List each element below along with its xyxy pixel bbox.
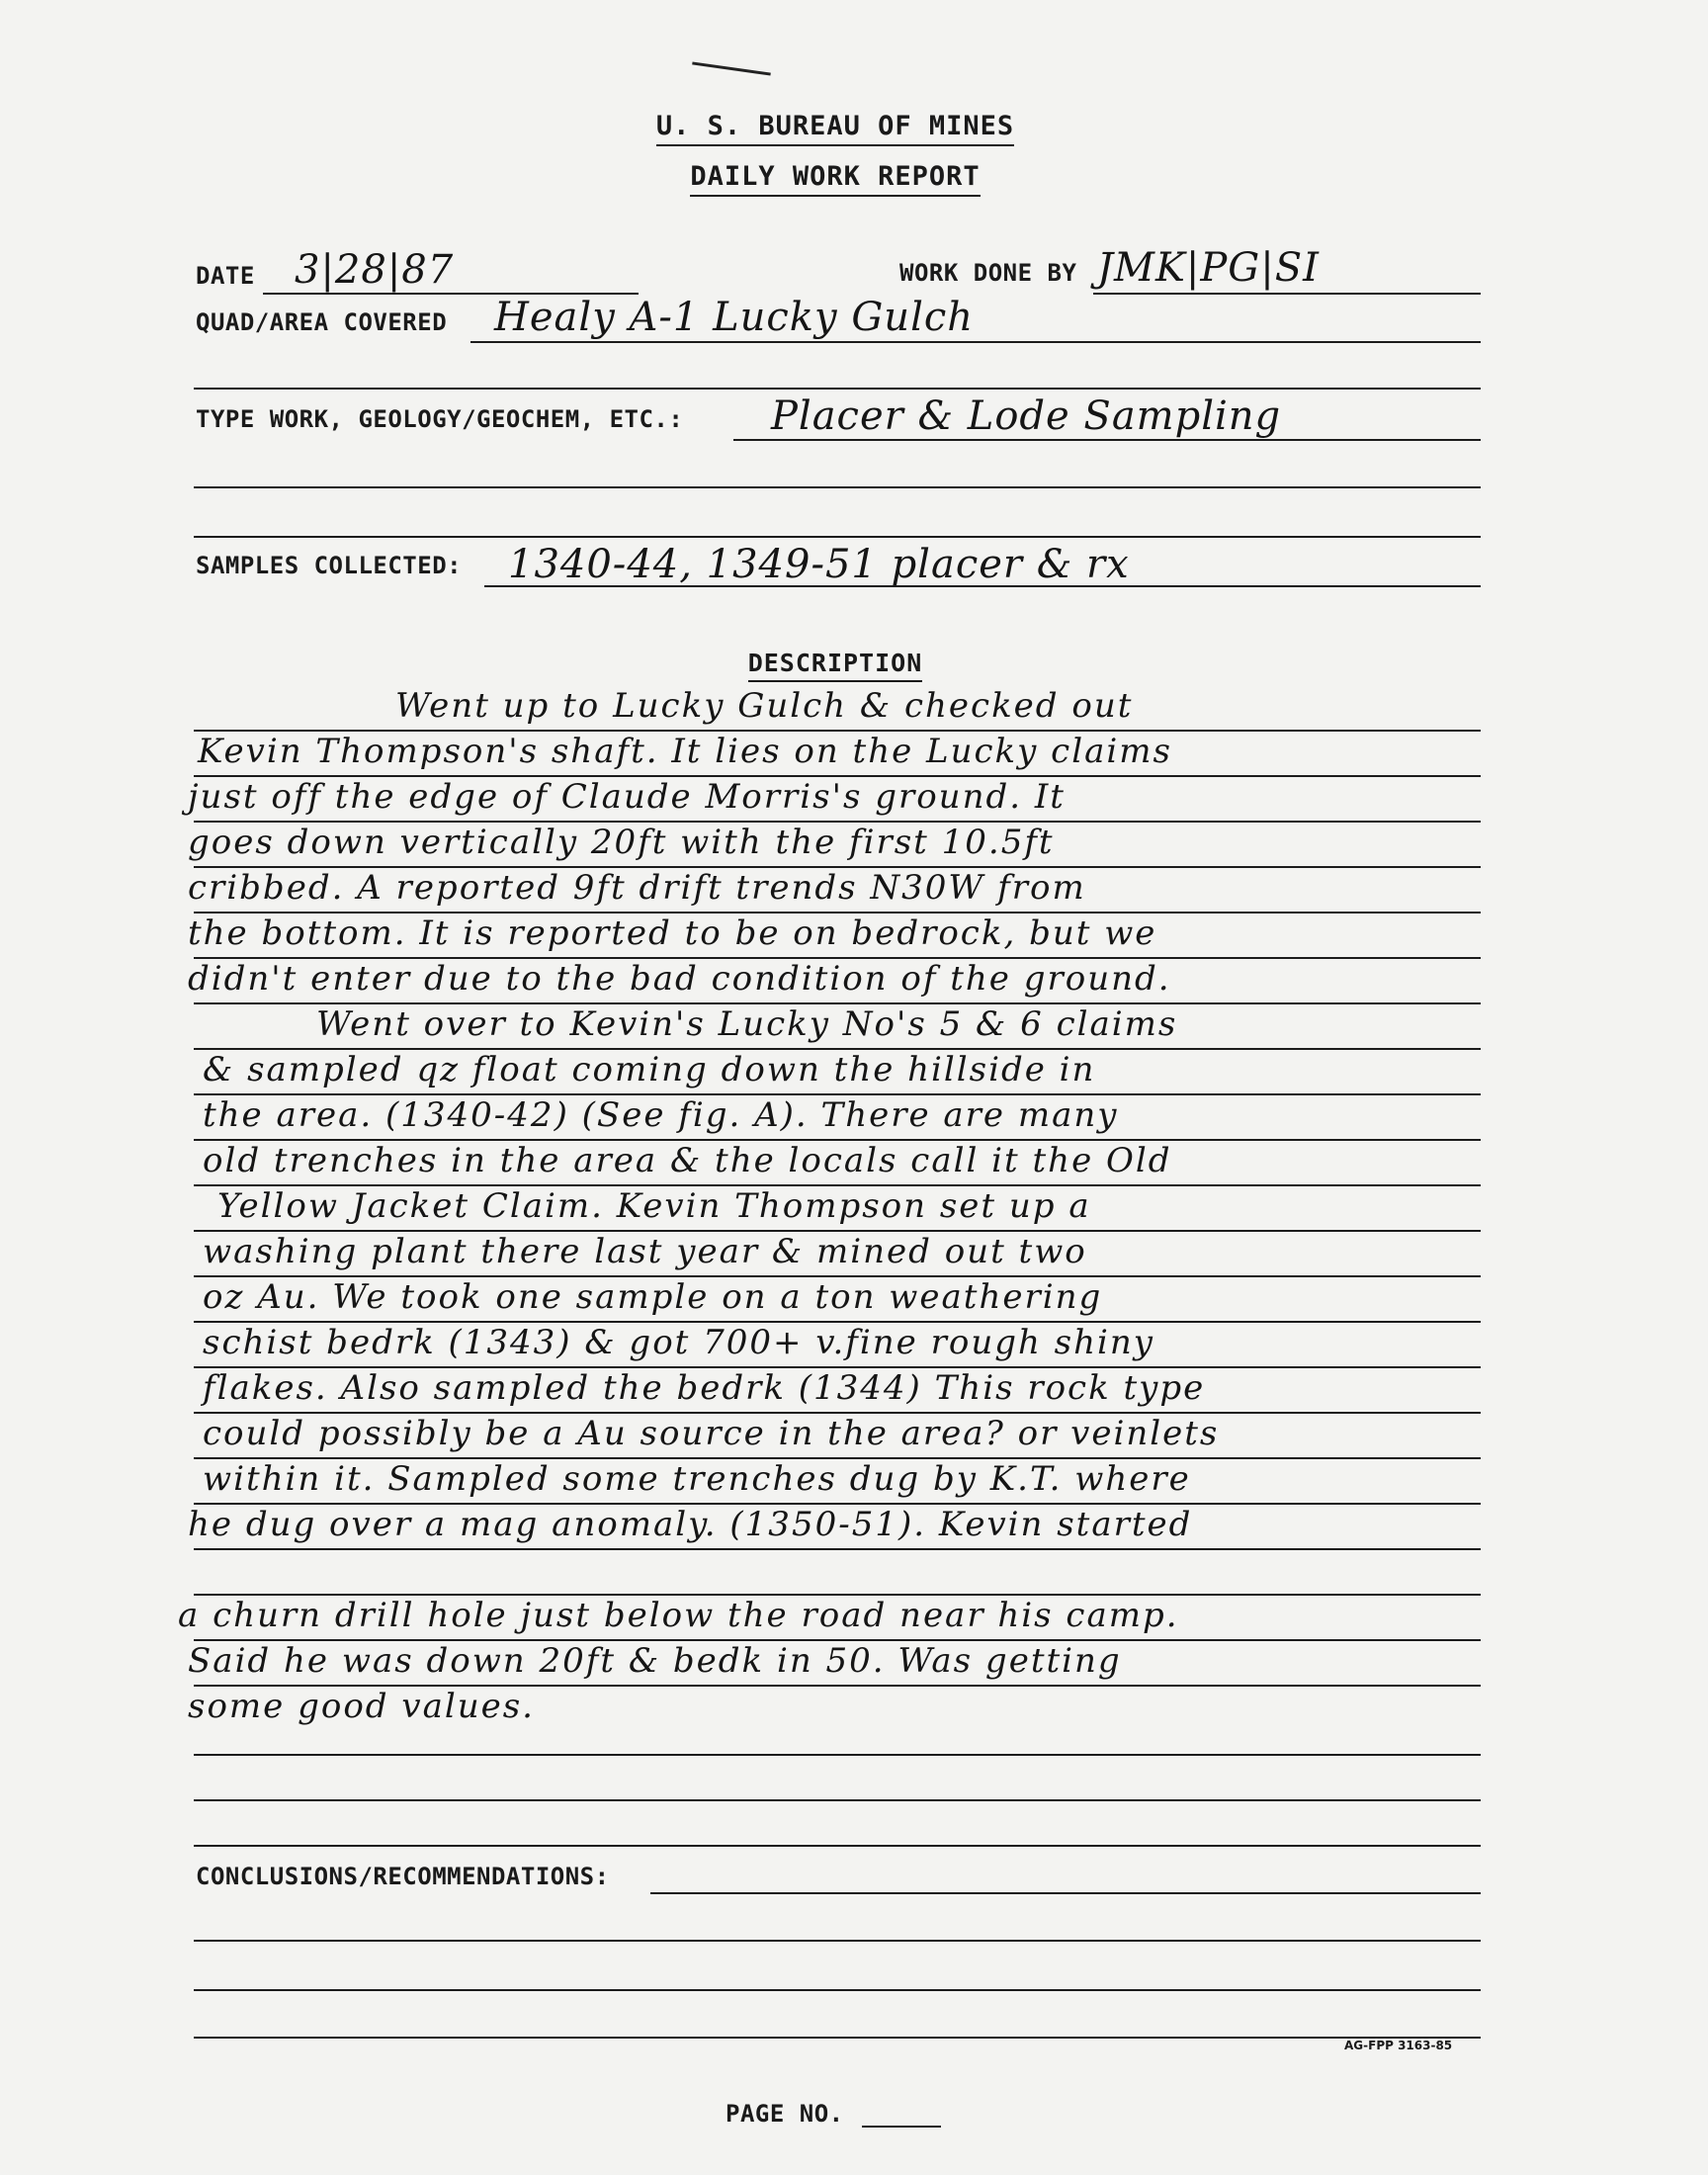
description-line: just off the edge of Claude Morris's ground. It (188, 777, 1066, 817)
type-work-value: Placer & Lode Sampling (771, 393, 1282, 439)
description-line: the bottom. It is reported to be on bedrock, but we (188, 914, 1157, 953)
description-line: Kevin Thompson's shaft. It lies on the Lucky claims (198, 732, 1172, 771)
description-line: & sampled qz float coming down the hillside in (203, 1050, 1096, 1089)
desc-rule (194, 1548, 1481, 1550)
page-no-line (862, 2126, 941, 2128)
description-line: schist bedrk (1343) & got 700+ v.fine rough shiny (203, 1323, 1155, 1362)
page-no-label: PAGE NO. (726, 2100, 844, 2128)
samples-line-1 (484, 585, 1481, 587)
pen-mark (692, 61, 771, 75)
quad-value: Healy A-1 Lucky Gulch (494, 295, 975, 340)
description-line: washing plant there last year & mined out two (203, 1232, 1087, 1271)
conclusions-label: CONCLUSIONS/RECOMMENDATIONS: (196, 1863, 610, 1890)
quad-line-2 (194, 388, 1481, 390)
description-line: Went over to Kevin's Lucky No's 5 & 6 claims (316, 1004, 1178, 1044)
quad-label: QUAD/AREA COVERED (196, 308, 448, 336)
report-title-header (0, 161, 1670, 192)
description-line: goes down vertically 20ft with the first 10.5ft (188, 823, 1055, 862)
agency-title: U. S. BUREAU OF MINES (656, 111, 1014, 146)
description-line: he dug over a mag anomaly. (1350-51). Kevin started (188, 1505, 1193, 1544)
work-done-by-line (1093, 293, 1481, 295)
agency-header (0, 111, 1670, 141)
work-done-by-value: JMK|PG|SI (1097, 245, 1320, 291)
desc-rule (194, 1799, 1481, 1801)
quad-line-1 (470, 341, 1481, 343)
description-line: Went up to Lucky Gulch & checked out (395, 686, 1134, 726)
samples-label: SAMPLES COLLECTED: (196, 552, 463, 579)
description-line: oz Au. We took one sample on a ton weathering (203, 1277, 1103, 1317)
conclusions-line-2 (194, 1940, 1481, 1942)
description-line: the area. (1340-42) (See fig. A). There are many (203, 1095, 1119, 1135)
description-line: within it. Sampled some trenches dug by K.T. where (203, 1459, 1191, 1499)
description-line: some good values. (188, 1687, 535, 1726)
description-line: didn't enter due to the bad condition of the ground. (188, 959, 1171, 999)
type-work-line-1 (733, 439, 1481, 441)
desc-rule (194, 1845, 1481, 1847)
description-line: cribbed. A reported 9ft drift trends N30W from (188, 868, 1086, 908)
desc-rule (194, 1754, 1481, 1756)
type-work-line-2 (194, 486, 1481, 488)
samples-value: 1340-44, 1349-51 placer & rx (508, 542, 1130, 587)
description-line: Yellow Jacket Claim. Kevin Thompson set up a (217, 1186, 1091, 1226)
description-line: flakes. Also sampled the bedrk (1344) This rock type (203, 1368, 1206, 1408)
date-value: 3|28|87 (295, 247, 455, 293)
conclusions-line-3 (194, 1989, 1481, 1991)
description-line: a churn drill hole just below the road near his camp. (178, 1596, 1179, 1635)
description-header (0, 648, 1670, 678)
type-work-line-3 (194, 536, 1481, 538)
description-line: could possibly be a Au source in the area? or veinlets (203, 1414, 1220, 1453)
form-code: AG-FPP 3163-85 (1344, 2039, 1453, 2052)
report-title: DAILY WORK REPORT (690, 161, 980, 197)
description-line: old trenches in the area & the locals call it the Old (203, 1141, 1172, 1180)
type-work-label: TYPE WORK, GEOLOGY/GEOCHEM, ETC.: (196, 405, 684, 433)
date-label: DATE (196, 262, 255, 290)
work-done-by-label: WORK DONE BY (899, 259, 1077, 287)
description-heading: DESCRIPTION (748, 649, 923, 682)
conclusions-line-4 (194, 2037, 1481, 2039)
conclusions-line-1 (650, 1892, 1481, 1894)
description-line: Said he was down 20ft & bedk in 50. Was getting (188, 1641, 1122, 1681)
